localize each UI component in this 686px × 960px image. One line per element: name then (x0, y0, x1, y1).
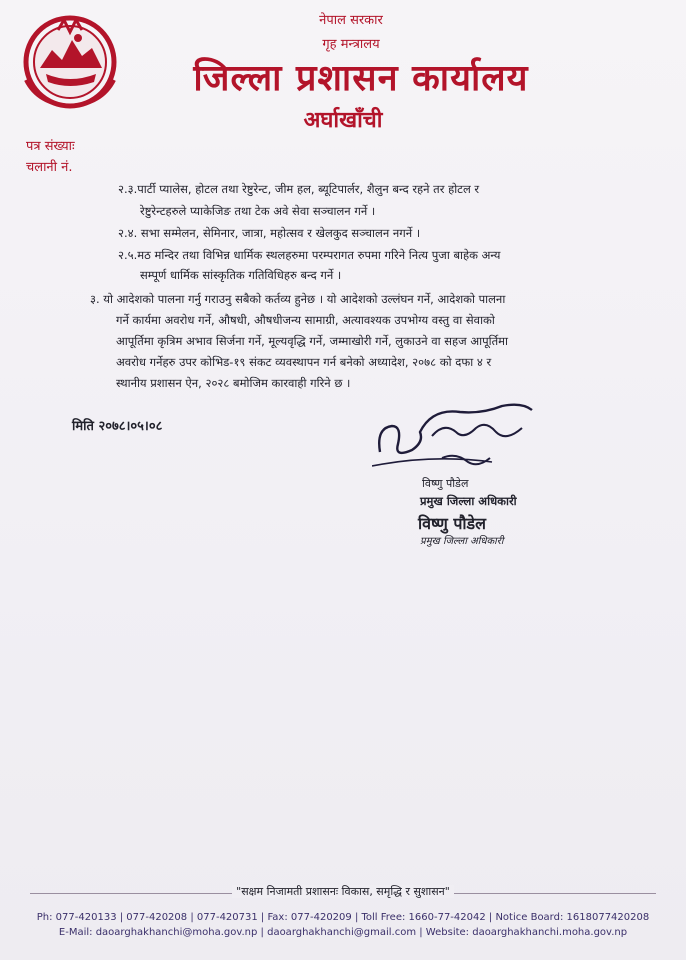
footer-email-line: E-Mail: daoarghakhanchi@moha.gov.np | daoarghakhanchi@gmail.com | Website: daoarghakhanchi.moha.gov.np (58, 927, 628, 938)
government-name: नेपाल सरकार (319, 13, 383, 28)
footer-contact-line: Ph: 077-420133 | 077-420208 | 077-420731 | Fax: 077-420209 | Toll Free: 1660-77-42042 | Notice Board: 1618077420208 (36, 912, 650, 923)
item-2-4: २.४. सभा सम्मेलन, सेमिनार, जात्रा, महोत्सव र खेलकुद सञ्चालन नगर्ने । (118, 226, 421, 240)
dispatch-number-label: चलानी नं. (26, 160, 73, 175)
office-title: जिल्ला प्रशासन कार्यालय (193, 58, 529, 99)
footer-motto-text: "सक्षम निजामती प्रशासनः विकास, समृद्धि र सुशासन" (232, 885, 454, 898)
stamp-title: प्रमुख जिल्ला अधिकारी (420, 536, 504, 547)
handwritten-signature (372, 392, 542, 472)
signer-name: विष्णु पौडेल (422, 477, 469, 490)
item-2-5-line1: २.५.मठ मन्दिर तथा विभिन्न धार्मिक स्थलहरुमा परम्परागत रुपमा गरिने नित्य पुजा बाहेक अन्य (118, 248, 501, 262)
ministry-name: गृह मन्त्रालय (322, 37, 380, 52)
district-name: अर्घाखाँची (303, 108, 383, 133)
item-2-5-line2: सम्पूर्ण धार्मिक सांस्कृतिक गतिविधिहरु बन्द गर्ने । (140, 268, 342, 282)
signer-title: प्रमुख जिल्ला अधिकारी (420, 494, 517, 508)
item-3-line3: आपूर्तिमा कृत्रिम अभाव सिर्जना गर्ने, मूल्यवृद्धि गर्ने, जम्माखोरी गर्ने, लुकाउने वा सहज आपूर्तिमा (116, 334, 509, 348)
item-2-3-line2: रेष्टुरेन्टहरुले प्याकेजिङ तथा टेक अवे सेवा सञ्चालन गर्ने । (140, 204, 376, 218)
item-2-3-line1: २.३.पार्टी प्यालेस, होटल तथा रेष्टुरेन्ट, जीम हल, ब्यूटिपार्लर, शैलुन बन्द रहने तर होटल र (118, 182, 480, 196)
item-3-line2: गर्ने कार्यमा अवरोध गर्ने, औषधी, औषधीजन्य सामाग्री, अत्यावश्यक उपभोग्य वस्तु वा सेवाको (116, 313, 495, 327)
footer-motto (0, 884, 686, 899)
item-3-line1: ३. यो आदेशको पालना गर्नु गराउनु सबैको कर्तव्य हुनेछ । यो आदेशको उल्लंघन गर्ने, आदेशको पालना (90, 292, 506, 306)
item-3-line4: अवरोध गर्नेहरु उपर कोभिड-१९ संकट व्यवस्थापन गर्न बनेको अध्यादेश, २०७८ को दफा ४ र (116, 355, 492, 369)
stamp-name: विष्णु पौडेल (418, 514, 486, 533)
letter-number-label: पत्र संख्याः (26, 139, 75, 154)
letter-date: मिति २०७८।०५।०८ (72, 419, 163, 434)
item-3-line5: स्थानीय प्रशासन ऐन, २०२८ बमोजिम कारवाही गरिने छ । (116, 376, 351, 390)
